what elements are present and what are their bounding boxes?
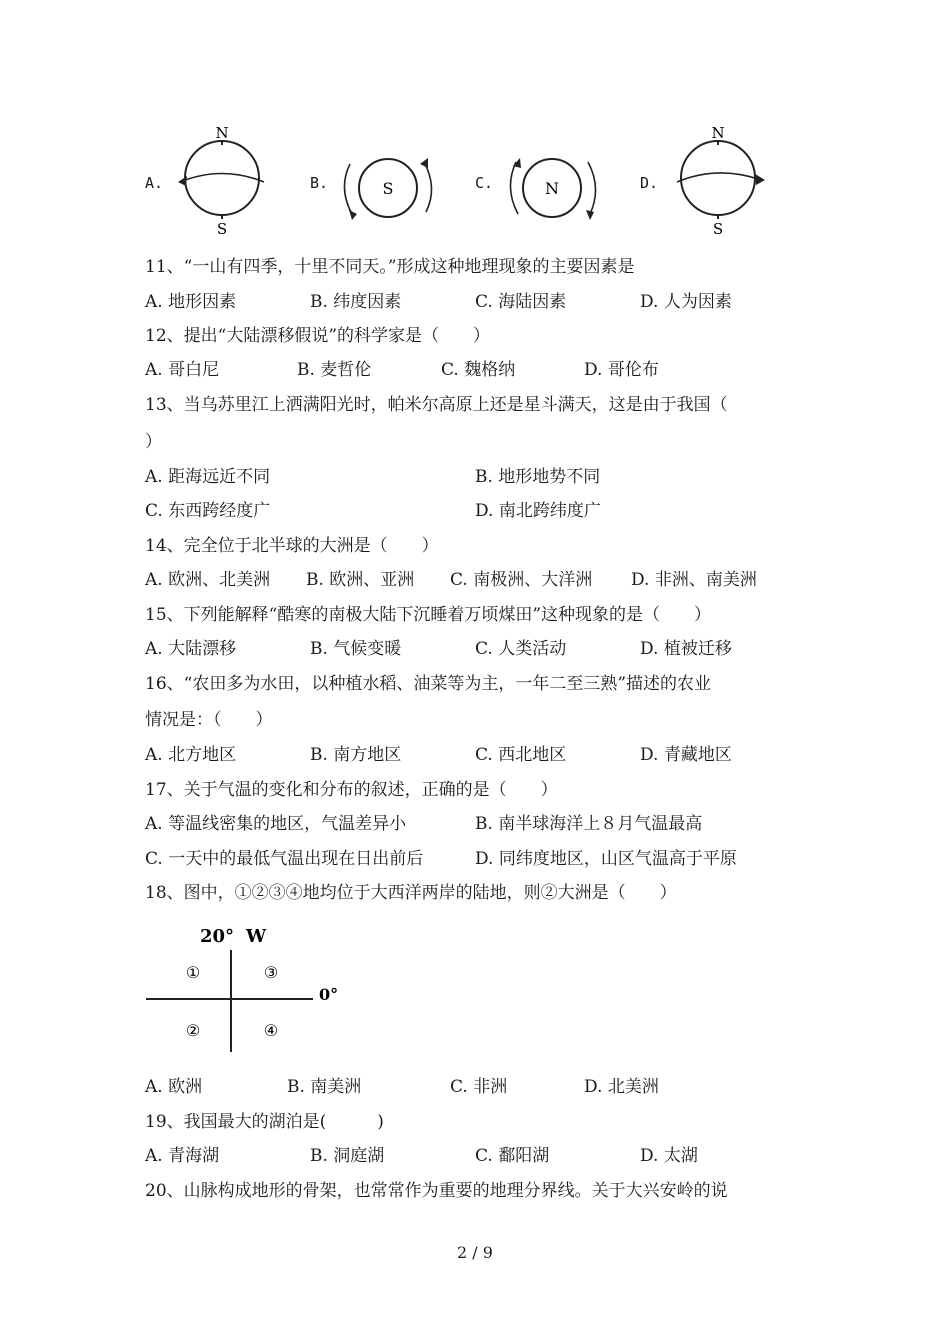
region-1: ① [185,963,201,982]
q15-stem: 15、下列能解释“酷寒的南极大陆下沉睡着万顷煤田”这种现象的是（ ） [145,605,712,625]
q18-option-c: C. 非洲 [450,1077,508,1097]
q13-option-a: A. 距海远近不同 [145,467,271,487]
q13-option-c: C. 东西跨经度广 [145,501,271,521]
q17-option-d: D. 同纬度地区，山区气温高于平原 [475,849,737,869]
q17-option-a: A. 等温线密集的地区，气温差异小 [145,814,407,834]
south-label: S [216,220,228,238]
q19-option-b: B. 洞庭湖 [310,1146,385,1166]
q19-option-d: D. 太湖 [640,1146,698,1166]
q20-stem: 20、山脉构成地形的骨架，也常常作为重要的地理分界线。关于大兴安岭的说 [145,1181,728,1201]
q10-option-a-globe [170,120,280,240]
q11-option-a: A. 地形因素 [145,292,237,312]
q14-option-b: B. 欧洲、亚洲 [306,570,415,590]
q11-option-b: B. 纬度因素 [310,292,402,312]
q10-option-b-label: B. [310,174,329,192]
q18-option-b: B. 南美洲 [287,1077,362,1097]
q11-option-d: D. 人为因素 [640,292,732,312]
q12-option-a: A. 哥白尼 [145,360,220,380]
q17-stem: 17、关于气温的变化和分布的叙述，正确的是（ ） [145,780,558,800]
q16-stem: 16、“农田多为水田，以种植水稻、油菜等为主，一年二至三熟”描述的农业 [145,674,712,694]
q10-option-d-label: D. [640,174,659,192]
q15-option-d: D. 植被迁移 [640,639,732,659]
q16-option-d: D. 青藏地区 [640,745,732,765]
q19-stem: 19、我国最大的湖泊是( ) [145,1112,384,1132]
q14-option-a: A. 欧洲、北美洲 [145,570,271,590]
q10-option-a-label: A. [145,174,164,192]
q18-quadrant-figure [143,918,363,1056]
q11-stem: 11、“一山有四季，十里不同天。”形成这种地理现象的主要因素是 [145,257,635,277]
longitude-label: 20° [200,926,235,947]
q19-option-c: C. 鄱阳湖 [475,1146,550,1166]
q15-option-c: C. 人类活动 [475,639,567,659]
q16-option-b: B. 南方地区 [310,745,402,765]
q12-option-b: B. 麦哲伦 [297,360,372,380]
q16-option-c: C. 西北地区 [475,745,567,765]
center-label: S [382,179,394,198]
q12-option-d: D. 哥伦布 [584,360,659,380]
q14-stem: 14、完全位于北半球的大洲是（ ） [145,536,439,556]
q18-option-d: D. 北美洲 [584,1077,659,1097]
page-number: 2 / 9 [457,1243,493,1262]
north-label: N [215,124,229,142]
q12-option-c: C. 魏格纳 [441,360,516,380]
q17-option-c: C. 一天中的最低气温出现在日出前后 [145,849,424,869]
region-4: ④ [263,1021,279,1040]
equator-label: 0° [319,985,339,1004]
q18-option-a: A. 欧洲 [145,1077,203,1097]
q10-option-b-polar [340,150,440,226]
region-3: ③ [263,963,279,982]
q13-option-d: D. 南北跨纬度广 [475,501,601,521]
q16-option-a: A. 北方地区 [145,745,237,765]
q13-stem: 13、当乌苏里江上洒满阳光时，帕米尔高原上还是星斗满天，这是由于我国（ [145,395,728,415]
region-2: ② [185,1021,201,1040]
q15-option-b: B. 气候变暖 [310,639,402,659]
q18-stem: 18、图中，①②③④地均位于大西洋两岸的陆地，则②大洲是（ ） [145,883,677,903]
direction-label: W [246,926,267,947]
q19-option-a: A. 青海湖 [145,1146,220,1166]
q12-stem: 12、提出“大陆漂移假说”的科学家是（ ） [145,326,491,346]
q16-stem-cont: 情况是：（ ） [145,710,273,730]
q13-option-b: B. 地形地势不同 [475,467,601,487]
q15-option-a: A. 大陆漂移 [145,639,237,659]
south-label: S [712,220,724,238]
q10-option-c-label: C. [475,174,494,192]
q10-option-d-globe [665,120,775,240]
q17-option-b: B. 南半球海洋上８月气温最高 [475,814,703,834]
center-label: N [545,179,559,198]
q14-option-c: C. 南极洲、大洋洲 [450,570,593,590]
q10-option-c-polar [502,150,602,226]
q11-option-c: C. 海陆因素 [475,292,567,312]
q14-option-d: D. 非洲、南美洲 [631,570,757,590]
q13-stem-cont: ） [145,432,162,452]
north-label: N [711,124,725,142]
